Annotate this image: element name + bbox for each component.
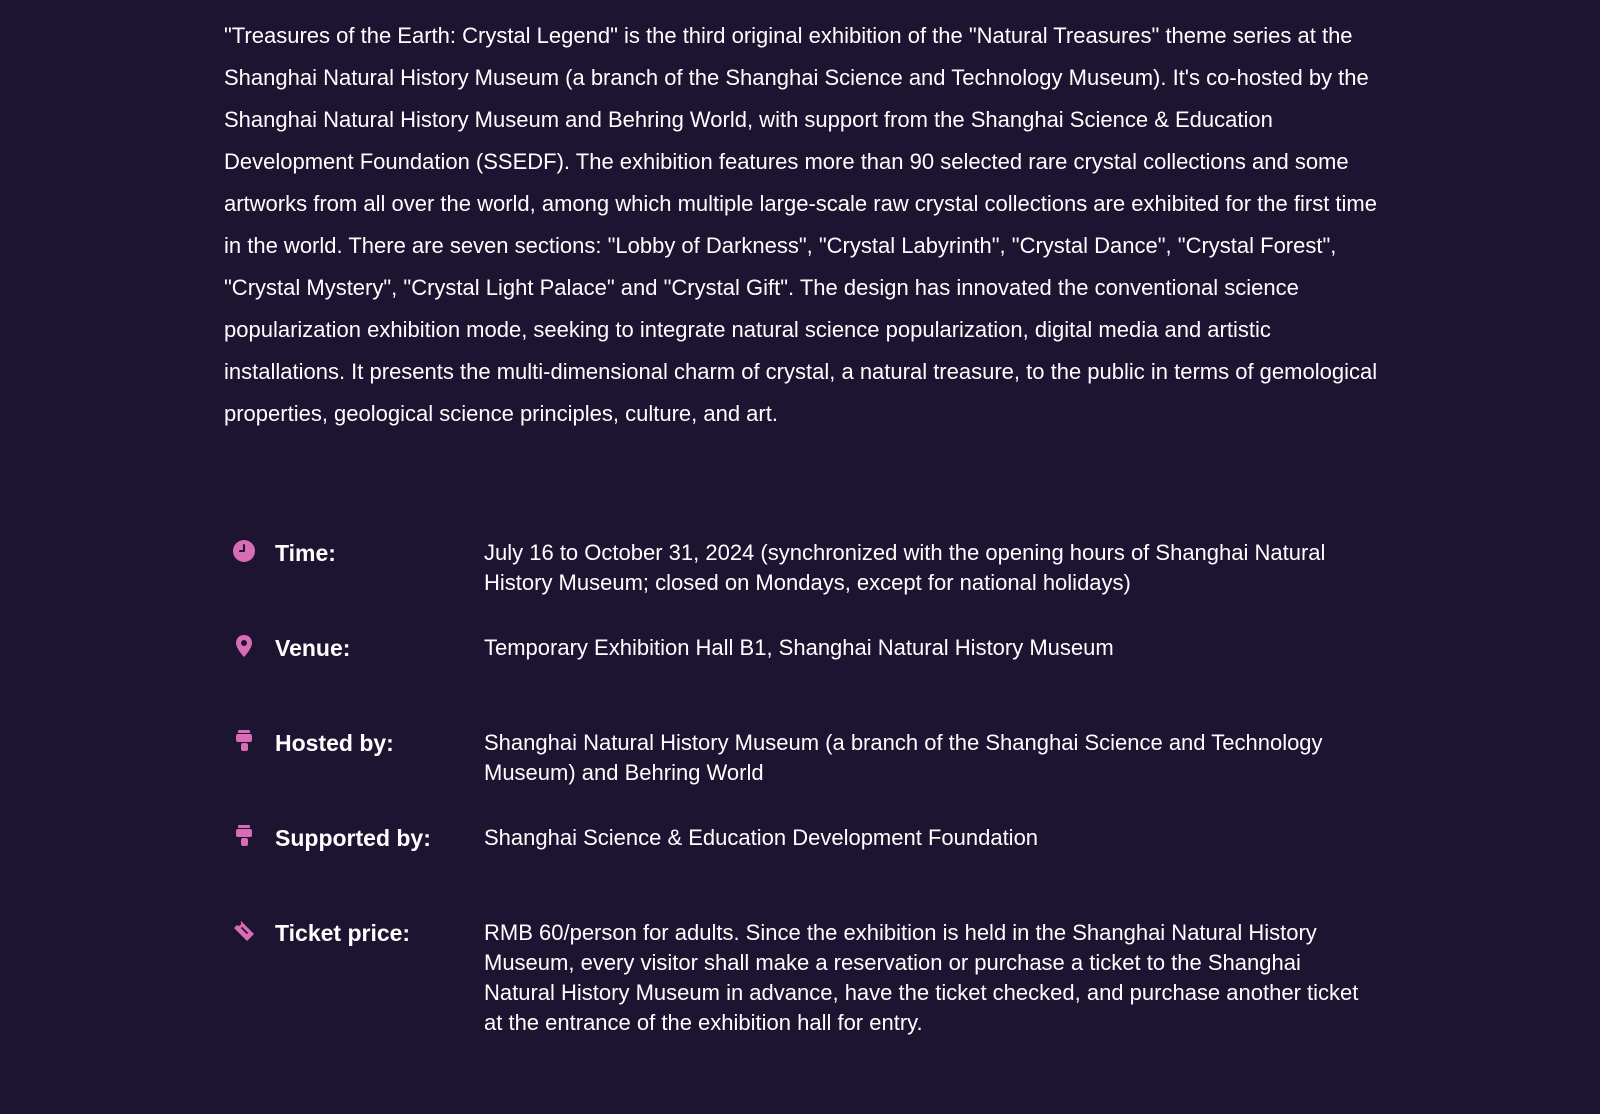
- venue-value: Temporary Exhibition Hall B1, Shanghai Natural History Museum: [484, 635, 1114, 660]
- ticket-value: RMB 60/person for adults. Since the exhibition is held in the Shanghai Natural History Museum, every visitor shall make a reservation or purchase a ticket to the Shanghai Natural History Museum in advance, have the ticket checked, and purchase another ticket at the entrance of the exhibition hall for entry.: [484, 920, 1359, 1035]
- hosted-label: Hosted by:: [275, 730, 394, 756]
- time-value: July 16 to October 31, 2024 (synchronized with the opening hours of Shanghai Natural History Museum; closed on Mondays, except for national holidays): [484, 540, 1326, 595]
- hosted-value: Shanghai Natural History Museum (a branch of the Shanghai Science and Technology Museum) and Behring World: [484, 730, 1323, 785]
- time-label: Time:: [275, 540, 336, 566]
- supported-value: Shanghai Science & Education Development Foundation: [484, 825, 1039, 850]
- detail-row-ticket: [224, 918, 1384, 1038]
- detail-row-supported: [224, 823, 1384, 918]
- ticket-label: Ticket price:: [275, 920, 411, 946]
- support-icon: [232, 824, 256, 848]
- supported-label: Supported by:: [275, 825, 431, 851]
- detail-row-venue: [224, 633, 1384, 728]
- exhibition-description: [224, 15, 1384, 435]
- exhibition-details: [224, 538, 1384, 1038]
- intro-paragraph: "Treasures of the Earth: Crystal Legend" is the third original exhibition of the "Natural Treasures" theme series at the Shanghai Natural History Museum (a branch of the Shanghai Science and Technology Museum). It's co-hosted by the Shanghai Natural History Museum and Behring World, with support from the Shanghai Science & Education Development Foundation (SSEDF). The exhibition features more than 90 selected rare crystal collections and some artworks from all over the world, among which multiple large-scale raw crystal collections are exhibited for the first time in the world. There are seven sections: "Lobby of Darkness", "Crystal Labyrinth", "Crystal Dance", "Crystal Forest", "Crystal Mystery", "Crystal Light Palace" and "Crystal Gift". The design has innovated the conventional science popularization exhibition mode, seeking to integrate natural science popularization, digital media and artistic installations. It presents the multi-dimensional charm of crystal, a natural treasure, to the public in terms of gemological properties, geological science principles, culture, and art.: [224, 23, 1378, 426]
- venue-label: Venue:: [275, 635, 351, 661]
- detail-row-hosted: [224, 728, 1384, 823]
- host-icon: [232, 729, 256, 753]
- detail-row-time: [224, 538, 1384, 633]
- ticket-icon: [232, 919, 256, 943]
- clock-icon: [232, 539, 256, 563]
- location-pin-icon: [232, 634, 256, 658]
